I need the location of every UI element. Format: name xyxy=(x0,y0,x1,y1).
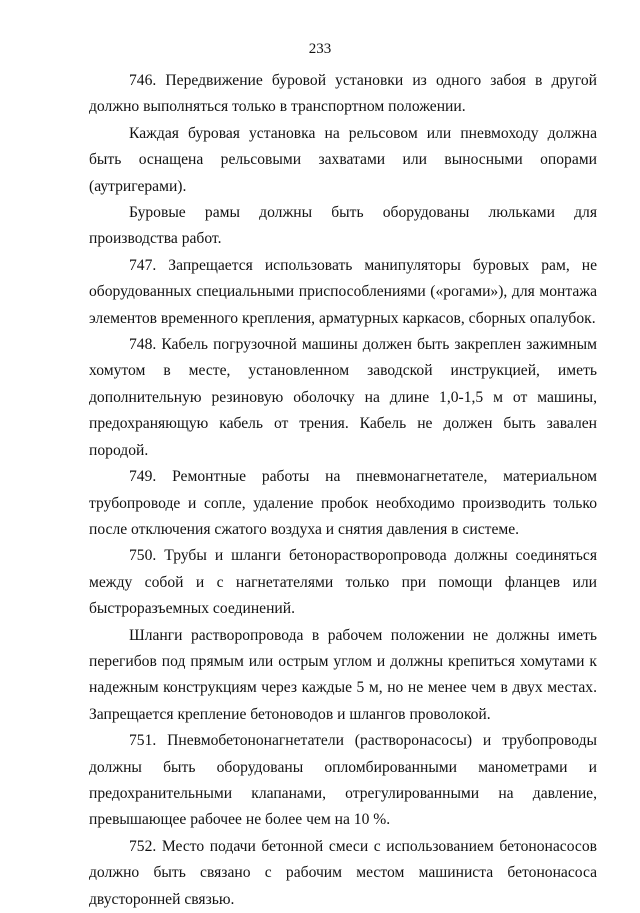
paragraph-746-drill-frames: Буровые рамы должны быть оборудованы люльками для производства работ. xyxy=(89,204,597,248)
paragraph-752: 752. Место подачи бетонной смеси с использованием бетононасосов должно быть связано с рабочим местом машиниста бетононасоса двусторонней связью. xyxy=(89,837,597,908)
paragraph-751: 751. Пневмобетононагнетатели (растворонасосы) и трубопроводы должны быть оборудованы опломбированными манометрами и предохранительными клапанами, отрегулированными на давление, превышающее рабочее не более чем на 10 %. xyxy=(89,732,597,829)
paragraph-748: 748. Кабель погрузочной машины должен быть закреплен зажимным хомутом в месте, установленном заводской инструкцией, иметь дополнительную резиновую оболочку на длине 1,0-1,5 м от машины, предохраняющую кабель от трения. Кабель не должен быть завален породой. xyxy=(89,336,597,459)
page-number: 233 xyxy=(308,41,332,57)
paragraph-746-rail-equipment: Каждая буровая установка на рельсовом или пневмоходу должна быть оснащена рельсовыми захватами или выносными опорами (аутригерами). xyxy=(89,124,597,195)
paragraph-749: 749. Ремонтные работы на пневмонагнетателе, материальном трубопроводе и сопле, удаление пробок необходимо производить только после отключения сжатого воздуха и снятия давления в системе. xyxy=(89,468,597,538)
document-body xyxy=(89,68,597,913)
paragraph-750: 750. Трубы и шланги бетонорастворопровода должны соединяться между собой и с нагнетателями только при помощи фланцев или быстроразъемных соединений. xyxy=(89,547,597,618)
paragraph-746: 746. Передвижение буровой установки из одного забоя в другой должно выполняться только в транспортном положении. xyxy=(89,72,597,116)
paragraph-747: 747. Запрещается использовать манипуляторы буровых рам, не оборудованных специальными приспособлениями («рогами»), для монтажа элементов временного крепления, арматурных каркасов, сборных опалубок. xyxy=(89,256,597,327)
paragraph-750-hoses: Шланги растворопровода в рабочем положении не должны иметь перегибов под прямым или острым углом и должны крепиться хомутами к надежным конструкциям через каждые 5 м, но не менее чем в двух местах. Запрещается крепление бетоноводов и шлангов проволокой. xyxy=(89,626,597,723)
